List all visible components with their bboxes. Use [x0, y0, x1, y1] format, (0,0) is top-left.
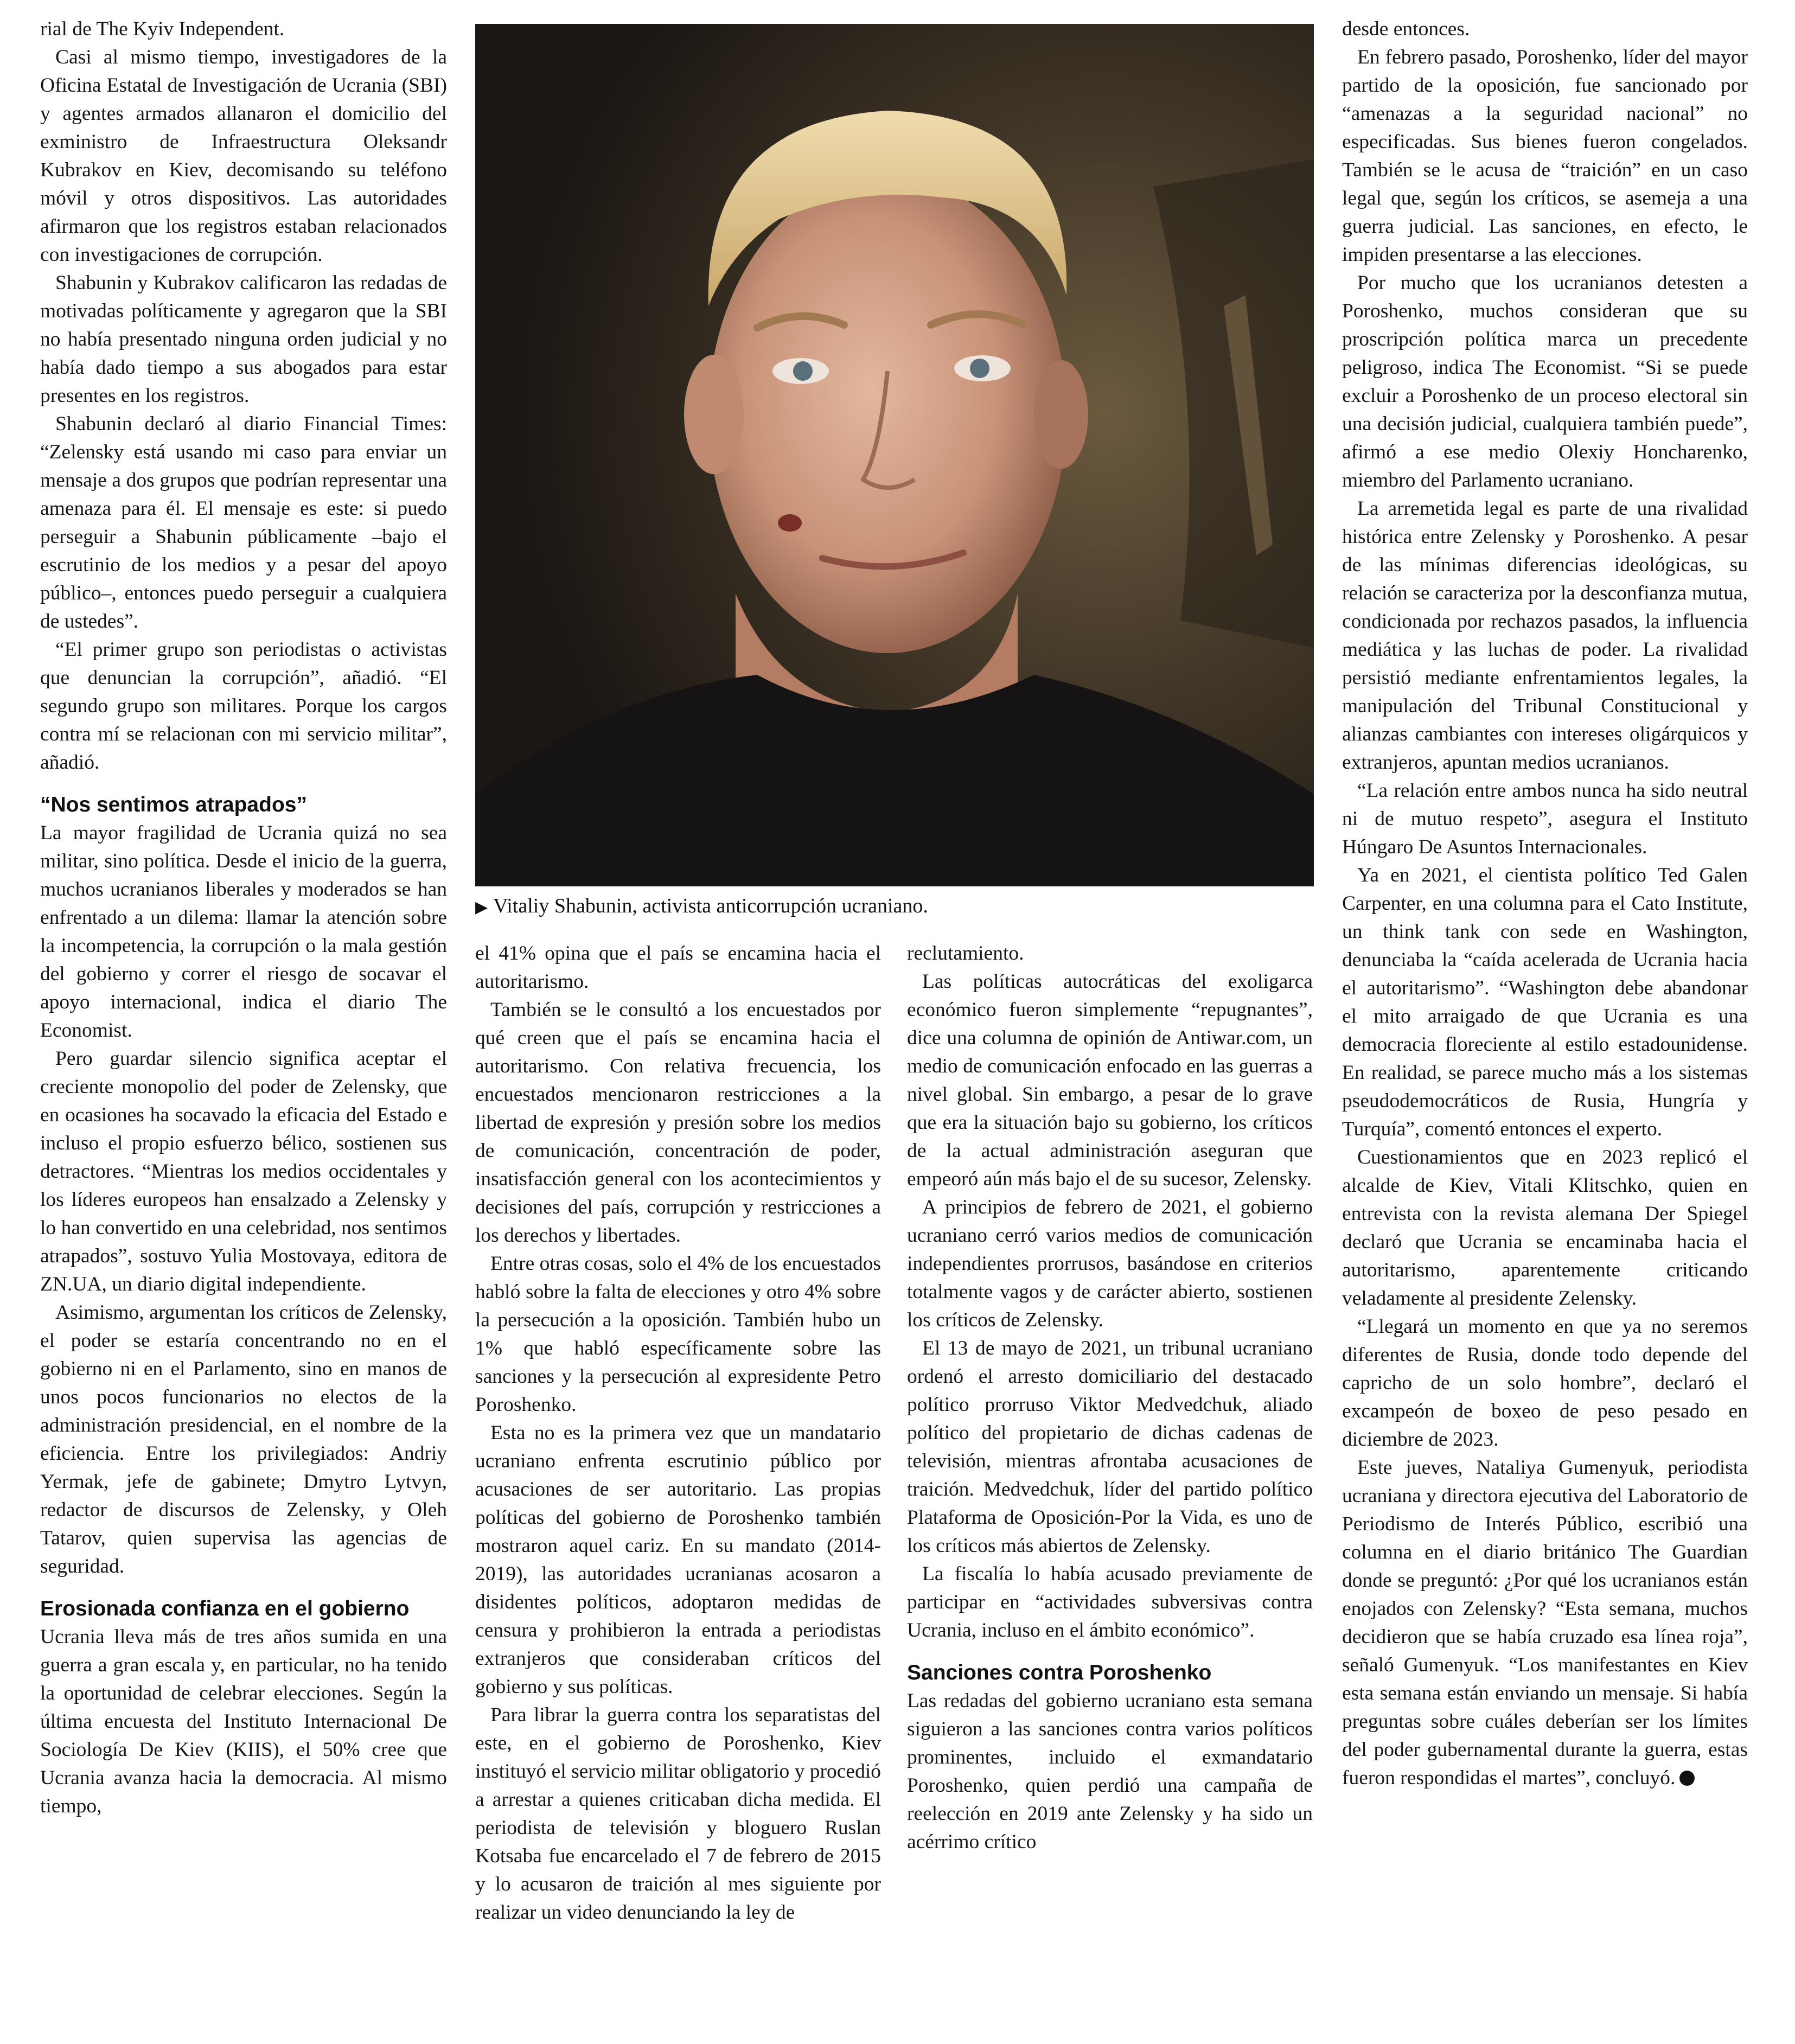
paragraph: “El primer grupo son periodistas o activistas que denuncian la corrupción”, añadió. “El segundo grupo son militares. Porque los cargos contra mí se relacionan con mi servicio militar”, añadió.: [40, 638, 447, 774]
paragraph: Para librar la guerra contra los separatistas del este, en el gobierno de Poroshenko, Kiev instituyó el servicio militar obligatorio y procedió a arrestar a quienes criticaban dicha medida. El periodista de televisión y bloguero Ruslan Kotsaba fue encarcelado el 7 de febrero de 2015 y lo acusaron de traición al mes siguiente por realizar un video denunciando la ley de: [475, 1704, 881, 1924]
paragraph: “La relación entre ambos nunca ha sido neutral ni de mutuo respeto”, asegura el Instituto Húngaro De Asuntos Internacionales.: [1342, 780, 1748, 858]
paragraph-final: [1342, 1454, 1748, 1792]
paragraph: El 13 de mayo de 2021, un tribunal ucraniano ordenó el arresto domiciliario del destacado político prorruso Viktor Medvedchuk, aliado político del propietario de dichas cadenas de televisión, mientras afrontaba acusaciones de traición. Medvedchuk, líder del partido político Plataforma de Oposición-Por la Vida, es uno de los críticos más abiertos de Zelensky.: [907, 1337, 1313, 1557]
article-column-4: [1342, 15, 1748, 1792]
paragraph: En febrero pasado, Poroshenko, líder del mayor partido de la oposición, fue sancionado por “amenazas a la seguridad nacional” no especificadas. Sus bienes fueron congelados. También se le acusa de “traición” en un caso legal que, según los críticos, se asemeja a una guerra judicial. Las sanciones, en efecto, le impiden presentarse a las elecciones.: [1342, 46, 1748, 266]
paragraph: Shabunin declaró al diario Financial Times: “Zelensky está usando mi caso para enviar un mensaje a dos grupos que podrían representar una amenaza para él. El mensaje es este: si puedo perseguir a Shabunin públicamente –bajo el escrutinio de los medios y a pesar del apoyo público–, entonces puedo perseguir a cualquiera de ustedes”.: [40, 413, 447, 633]
paragraph: Las políticas autocráticas del exoligarca económico fueron simplemente “repugnantes”, dice una columna de opinión de Antiwar.com, un medio de comunicación enfocado en las guerras a nivel global. Sin embargo, a pesar de lo grave que era la situación bajo su gobierno, los críticos de la actual administración aseguran que empeoró aún más bajo el de su sucesor, Zelensky.: [907, 970, 1313, 1190]
paragraph: Cuestionamientos que en 2023 replicó el alcalde de Kiev, Vitali Klitschko, quien en entrevista con la revista alemana Der Spiegel declaró que Ucrania se encaminaba hacia el autoritarismo, aparentemente criticando veladamente al presidente Zelensky.: [1342, 1146, 1748, 1310]
caption-triangle-icon: ▶: [475, 898, 488, 916]
paragraph: Ya en 2021, el cientista político Ted Galen Carpenter, en una columna para el Cato Institute, un think tank con sede en Washington, denunciaba la “caída acelerada de Ucrania hacia el autoritarismo”. “Washington debe abandonar el mito arraigado de que Ucrania es una democracia floreciente al estilo estadounidense. En realidad, se parece mucho más a los sistemas pseudodemocráticos de Rusia, Hungría y Turquía”, comentó entonces el experto.: [1342, 864, 1748, 1140]
article-column-1: [40, 15, 447, 1821]
subheading: Sanciones contra Poroshenko: [907, 1661, 1212, 1684]
portrait-illustration: [475, 24, 1314, 886]
paragraph: Entre otras cosas, solo el 4% de los encuestados habló sobre la falta de elecciones y otro 4% sobre la persecución a la oposición. También hubo un 1% que habló específicamente sobre las sanciones y la persecución al expresidente Petro Poroshenko.: [475, 1253, 881, 1416]
portrait-photo: [475, 24, 1314, 886]
paragraph: Ucrania lleva más de tres años sumida en una guerra a gran escala y, en particular, no ha tenido la oportunidad de celebrar elecciones. Según la última encuesta del Instituto Internacional De Sociología De Kiev (KIIS), el 50% cree que Ucrania avanza hacia la democracia. Al mismo tiempo,: [40, 1626, 447, 1817]
paragraph: Las redadas del gobierno ucraniano esta semana siguieron a las sanciones contra varios políticos prominentes, incluido el exmandatario Poroshenko, quien perdió una campaña de reelección en 2019 ante Zelensky y ha sido un acérrimo crítico: [907, 1690, 1313, 1853]
paragraph: También se le consultó a los encuestados por qué creen que el país se encamina hacia el autoritarismo. Con relativa frecuencia, los encuestados mencionaron restricciones a la libertad de expresión y presión sobre los medios de comunicación, concentración de poder, insatisfacción general con los acontecimientos y decisiones del país, corrupción y restricciones a los derechos y libertades.: [475, 999, 881, 1247]
paragraph: Pero guardar silencio significa aceptar el creciente monopolio del poder de Zelensky, que en ocasiones ha socavado la eficacia del Estado e incluso el propio esfuerzo bélico, sostienen sus detractores. “Mientras los medios occidentales y los líderes europeos han ensalzado a Zelensky y lo han convertido en una celebridad, nos sentimos atrapados”, sostuvo Yulia Mostovaya, editora de ZN.UA, un diario digital independiente.: [40, 1047, 447, 1295]
paragraph: Shabunin y Kubrakov calificaron las redadas de motivadas políticamente y agregaron que la SBI no había presentado ninguna orden judicial y no había dado tiempo a sus abogados para estar presentes en los registros.: [40, 272, 447, 407]
subheading: “Nos sentimos atrapados”: [40, 793, 307, 816]
subheading: Erosionada confianza en el gobierno: [40, 1597, 410, 1620]
article-column-3: [907, 940, 1313, 1856]
paragraph: Esta no es la primera vez que un mandatario ucraniano enfrenta escrutinio público por acusaciones de ser autoritario. Las propias políticas del gobierno de Poroshenko también mostraron aquel cariz. En su mandato (2014-2019), las autoridades ucranianas acosaron a disidentes políticos, adoptaron medidas de censura y prohibieron la entrada a periodistas extranjeros que consideraban críticos del gobierno y sus políticas.: [475, 1422, 881, 1698]
paragraph: A principios de febrero de 2021, el gobierno ucraniano cerró varios medios de comunicación independientes prorrusos, basándose en criterios totalmente vagos y de carácter abierto, sostienen los críticos de Zelensky.: [907, 1196, 1313, 1331]
paragraph: La arremetida legal es parte de una rivalidad histórica entre Zelensky y Poroshenko. A pesar de las mínimas diferencias ideológicas, su relación se caracteriza por la desconfianza mutua, condicionada por rechazos pasados, la influencia mediática y las luchas de poder. La rivalidad persistió mediante enfrentamientos legales, la manipulación del Tribunal Constitucional y alianzas cambiantes con intereses oligárquicos y extranjeros, apuntan medios ucranianos.: [1342, 497, 1748, 774]
paragraph: Casi al mismo tiempo, investigadores de la Oficina Estatal de Investigación de Ucrania (SBI) y agentes armados allanaron el domicilio del exministro de Infraestructura Oleksandr Kubrakov en Kiev, decomisando su teléfono móvil y otros dispositivos. Las autoridades afirmaron que los registros estaban relacionados con investigaciones de corrupción.: [40, 46, 447, 266]
paragraph: rial de The Kyiv Independent.: [40, 18, 285, 40]
paragraph: “Llegará un momento en que ya no seremos diferentes de Rusia, donde todo depende del capricho de un solo hombre”, declaró el excampeón de boxeo de peso pesado en diciembre de 2023.: [1342, 1315, 1748, 1451]
paragraph: Asimismo, argumentan los críticos de Zelensky, el poder se estaría concentrando no en el gobierno ni en el Parlamento, sino en manos de unos pocos funcionarios no electos de la administración presidencial, en el nombre de la eficiencia. Entre los privilegiados: Andriy Yermak, jefe de gabinete; Dmytro Lytvyn, redactor de discursos de Zelensky, y Oleh Tatarov, quien supervisa las agencias de seguridad.: [40, 1301, 447, 1577]
paragraph: La mayor fragilidad de Ucrania quizá no sea militar, sino política. Desde el inicio de la guerra, muchos ucranianos liberales y moderados se han enfrentado a un dilema: llamar la atención sobre la incompetencia, la corrupción o la mala gestión del gobierno y correr el riesgo de socavar el apoyo internacional, indica el diario The Economist.: [40, 822, 447, 1042]
paragraph: desde entonces.: [1342, 18, 1470, 40]
paragraph-text: Este jueves, Nataliya Gumenyuk, periodista ucraniana y directora ejecutiva del Laboratorio de Periodismo de Interés Público, escribió una columna en el diario británico The Guardian donde se preguntó: ¿Por qué los ucranianos están enojados con Zelensky? “Esta semana, muchos decidieron que se había cruzado esa línea roja”, señaló Gumenyuk. “Los manifestantes en Kiev esta semana están enviando un mensaje. Si había preguntas sobre cuáles deberían ser los límites del poder gubernamental durante la guerra, estas fueron respondidas el martes”, concluyó.: [1342, 1457, 1748, 1789]
paragraph: el 41% opina que el país se encamina hacia el autoritarismo.: [475, 942, 881, 993]
article-column-2: [475, 940, 881, 1927]
paragraph: La fiscalía lo había acusado previamente de participar en “actividades subversivas contra Ucrania, incluso en el ámbito económico”.: [907, 1563, 1313, 1641]
caption-text: Vitaliy Shabunin, activista anticorrupción ucraniano.: [493, 895, 928, 917]
paragraph: reclutamiento.: [907, 942, 1024, 964]
end-of-article-dot-icon: [1679, 1771, 1695, 1786]
paragraph: Por mucho que los ucranianos detesten a Poroshenko, muchos consideran que su proscripción política marca un precedente peligroso, indica The Economist. “Si se puede excluir a Poroshenko de un proceso electoral sin una decisión judicial, cualquiera también puede”, afirmó a ese medio Olexiy Honcharenko, miembro del Parlamento ucraniano.: [1342, 272, 1748, 491]
photo-caption: [475, 892, 1314, 922]
